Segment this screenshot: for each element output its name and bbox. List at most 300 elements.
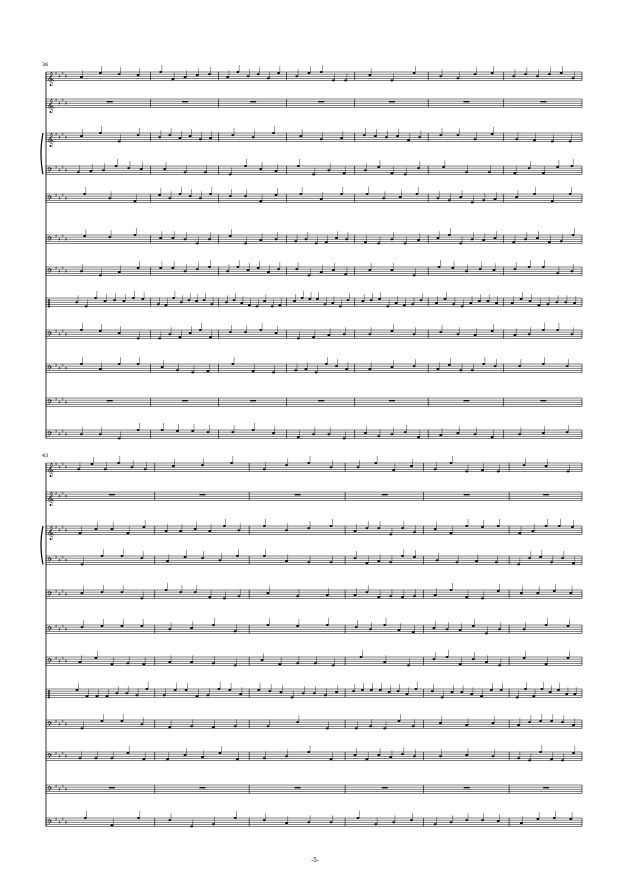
notehead: [455, 561, 458, 563]
notehead: [536, 75, 539, 77]
key-sharp: ♯: [61, 555, 64, 561]
notehead: [518, 433, 521, 435]
notehead: [436, 197, 439, 199]
notehead: [226, 76, 229, 78]
notehead: [434, 594, 437, 596]
notehead: [307, 751, 310, 753]
notehead: [120, 720, 123, 722]
notehead: [401, 596, 404, 598]
key-sharp: ♯: [58, 168, 61, 174]
notehead: [327, 169, 330, 171]
notehead: [325, 363, 328, 365]
notehead: [469, 302, 472, 304]
notehead: [573, 302, 576, 304]
notehead: [79, 757, 82, 759]
notehead: [83, 193, 86, 195]
notehead: [231, 363, 234, 365]
notehead: [275, 194, 278, 196]
staff-8: [46, 682, 582, 698]
notehead: [558, 525, 561, 527]
notehead: [212, 823, 215, 825]
bass-clef: 𝄢: [47, 430, 53, 440]
notehead: [491, 133, 494, 135]
key-sharp: ♯: [55, 624, 58, 630]
notehead: [480, 695, 483, 697]
notehead: [330, 561, 333, 563]
notehead: [259, 168, 262, 170]
notehead: [524, 688, 527, 690]
notehead: [230, 462, 233, 464]
staff-12: [46, 423, 582, 439]
notehead: [208, 266, 211, 268]
notehead: [451, 691, 454, 693]
notehead: [80, 270, 83, 272]
key-sharp: ♯: [64, 659, 68, 665]
notehead: [126, 662, 129, 664]
notehead: [278, 304, 281, 306]
notehead: [343, 172, 346, 174]
notehead: [517, 757, 520, 759]
notehead: [199, 197, 202, 199]
notehead: [550, 561, 553, 563]
notehead: [452, 303, 455, 305]
key-sharp: ♯: [61, 751, 64, 757]
notehead: [368, 269, 371, 271]
key-sharp: ♯: [55, 589, 58, 595]
notehead: [404, 173, 407, 175]
notehead: [236, 71, 239, 73]
notehead: [523, 628, 526, 630]
notehead: [354, 557, 357, 559]
notehead: [561, 557, 564, 559]
notehead: [366, 527, 369, 529]
notehead: [275, 238, 278, 240]
key-sharp: ♯: [58, 135, 61, 141]
notehead: [189, 332, 192, 334]
notehead: [299, 193, 302, 195]
notehead: [374, 823, 377, 825]
bass-clef: 𝄢: [47, 267, 53, 277]
notehead: [383, 727, 386, 729]
notehead: [441, 696, 444, 698]
notehead: [528, 167, 531, 169]
notehead: [326, 727, 329, 729]
notehead: [308, 274, 311, 276]
notehead: [179, 137, 182, 139]
notehead: [357, 817, 360, 819]
notehead: [315, 371, 318, 373]
notehead: [86, 695, 89, 697]
notehead: [497, 525, 500, 527]
notehead: [140, 625, 143, 627]
notehead: [539, 751, 542, 753]
notehead: [433, 627, 436, 629]
notehead: [159, 267, 162, 269]
notehead: [101, 591, 104, 593]
whole-rest: [182, 400, 188, 401]
notehead: [461, 305, 464, 307]
notehead: [272, 432, 275, 434]
notehead: [278, 663, 281, 665]
key-sharp: ♯: [55, 491, 58, 497]
measure-number: 43: [42, 453, 49, 459]
notehead: [448, 364, 451, 366]
notehead: [263, 555, 266, 557]
notehead: [123, 300, 126, 302]
notehead: [446, 628, 449, 630]
notehead: [361, 689, 364, 691]
notehead: [236, 758, 239, 760]
notehead: [75, 301, 78, 303]
treble-clef: 𝄞: [47, 71, 55, 86]
notehead: [442, 166, 445, 168]
key-sharp: ♯: [58, 722, 61, 728]
notehead: [95, 657, 98, 659]
notehead: [413, 556, 416, 558]
key-sharp: ♯: [55, 266, 58, 272]
notehead: [340, 137, 343, 139]
key-sharp: ♯: [61, 98, 64, 104]
notehead: [301, 297, 304, 299]
notehead: [159, 237, 162, 239]
notehead: [572, 752, 575, 754]
notehead: [256, 305, 259, 307]
key-sharp: ♯: [55, 329, 58, 335]
notehead: [572, 77, 575, 79]
notehead: [324, 694, 327, 696]
notehead: [560, 240, 563, 242]
notehead: [553, 590, 556, 592]
notehead: [320, 271, 323, 273]
notehead: [498, 628, 501, 630]
notehead: [99, 433, 102, 435]
notehead: [236, 266, 239, 268]
key-sharp: ♯: [58, 787, 61, 793]
notehead: [492, 269, 495, 271]
notehead: [450, 462, 453, 464]
notehead: [418, 136, 421, 138]
notehead: [168, 197, 171, 199]
notehead: [99, 274, 102, 276]
notehead: [142, 758, 145, 760]
notehead: [382, 197, 385, 199]
notehead: [360, 656, 363, 658]
notehead: [451, 267, 454, 269]
notehead: [179, 591, 182, 593]
notehead: [397, 690, 400, 692]
notehead: [542, 266, 545, 268]
whole-rest: [250, 400, 256, 401]
notehead: [569, 193, 572, 195]
notehead: [361, 300, 364, 302]
notehead: [377, 560, 380, 562]
notehead: [479, 268, 482, 270]
notehead: [234, 725, 237, 727]
notehead: [134, 200, 137, 202]
notehead: [184, 171, 187, 173]
notehead: [391, 238, 394, 240]
staff-10: [46, 745, 582, 761]
notehead: [550, 720, 553, 722]
notehead: [377, 527, 380, 529]
notehead: [196, 74, 199, 76]
notehead: [517, 563, 520, 565]
notehead: [471, 201, 474, 203]
notehead: [285, 822, 288, 824]
notehead: [410, 465, 413, 467]
notehead: [542, 432, 545, 434]
notehead: [436, 368, 439, 370]
notehead: [413, 755, 416, 757]
key-sharp: ♯: [64, 465, 68, 471]
key-sharp: ♯: [58, 74, 61, 80]
notehead: [414, 688, 417, 690]
notehead: [168, 333, 171, 335]
notehead: [137, 337, 140, 339]
notehead: [561, 721, 564, 723]
notehead: [565, 693, 568, 695]
notehead: [158, 194, 161, 196]
bass-clef: 𝄢: [47, 330, 53, 340]
notehead: [297, 337, 300, 339]
notehead: [431, 690, 434, 692]
notehead: [171, 237, 174, 239]
notehead: [472, 625, 475, 627]
notehead: [439, 722, 442, 724]
notehead: [208, 238, 211, 240]
notehead: [332, 664, 335, 666]
notehead: [335, 365, 338, 367]
notehead: [212, 662, 215, 664]
notehead: [459, 629, 462, 631]
notehead: [388, 691, 391, 693]
notehead: [263, 468, 266, 470]
notehead: [140, 723, 143, 725]
notehead: [377, 435, 380, 437]
notehead: [307, 462, 310, 464]
staff-6: [46, 228, 582, 244]
notehead: [528, 333, 531, 335]
notehead: [524, 73, 527, 75]
notehead: [448, 199, 451, 201]
notehead: [187, 299, 190, 301]
notehead: [94, 297, 97, 299]
notehead: [240, 302, 243, 304]
notehead: [229, 173, 232, 175]
notehead: [325, 241, 328, 243]
notehead: [81, 592, 84, 594]
notehead: [331, 302, 334, 304]
notehead: [377, 242, 380, 244]
notehead: [555, 301, 558, 303]
bass-clef: 𝄢: [47, 166, 53, 176]
key-sharp: ♯: [55, 165, 58, 171]
notehead: [327, 334, 330, 336]
notehead: [137, 134, 140, 136]
notehead: [326, 594, 329, 596]
key-sharp: ♯: [64, 196, 68, 202]
notehead: [513, 172, 516, 174]
notehead: [95, 528, 98, 530]
notehead: [180, 301, 183, 303]
notehead: [190, 661, 193, 663]
bass-clef: 𝄢: [47, 752, 53, 762]
notehead: [312, 433, 315, 435]
key-sharp: ♯: [61, 266, 64, 272]
notehead: [267, 592, 270, 594]
notehead: [275, 332, 278, 334]
notehead: [201, 557, 204, 559]
notehead: [497, 590, 500, 592]
whole-rest: [389, 101, 395, 102]
key-sharp: ♯: [55, 784, 58, 790]
notehead: [261, 659, 264, 661]
notehead: [539, 720, 542, 722]
notehead: [223, 525, 226, 527]
notehead: [118, 140, 121, 142]
notehead: [539, 556, 542, 558]
notehead: [302, 692, 305, 694]
notehead: [315, 242, 318, 244]
notehead: [225, 301, 228, 303]
notehead: [194, 591, 197, 593]
notehead: [542, 329, 545, 331]
notehead: [366, 562, 369, 564]
notehead: [91, 463, 94, 465]
notehead: [295, 75, 298, 77]
notehead: [101, 720, 104, 722]
bass-clef: 𝄢: [47, 590, 53, 600]
notehead: [518, 365, 521, 367]
notehead: [140, 557, 143, 559]
notehead: [572, 724, 575, 726]
notehead: [165, 530, 168, 532]
percussion-clef: ‖: [47, 689, 51, 699]
notehead: [551, 140, 554, 142]
notehead: [163, 694, 166, 696]
notehead: [515, 196, 518, 198]
notehead: [434, 823, 437, 825]
whole-rest: [107, 400, 113, 401]
notehead: [294, 369, 297, 371]
notehead: [518, 532, 521, 534]
staff-11: [46, 397, 582, 407]
whole-rest: [250, 101, 256, 102]
notehead: [465, 270, 468, 272]
notehead: [410, 819, 413, 821]
notehead: [536, 818, 539, 820]
bass-clef: 𝄢: [47, 235, 53, 245]
notehead: [567, 657, 570, 659]
notehead: [571, 526, 574, 528]
notehead: [494, 198, 497, 200]
notehead: [403, 304, 406, 306]
notehead: [561, 759, 564, 761]
notehead: [209, 137, 212, 139]
notehead: [80, 363, 83, 365]
notehead: [347, 299, 350, 301]
notehead: [395, 302, 398, 304]
notehead: [330, 821, 333, 823]
notehead: [285, 529, 288, 531]
notehead: [556, 166, 559, 168]
notehead: [460, 691, 463, 693]
notehead: [201, 464, 204, 466]
notehead: [444, 298, 447, 300]
notehead: [176, 430, 179, 432]
notehead: [111, 757, 114, 759]
notehead: [434, 528, 437, 530]
notehead: [132, 297, 135, 299]
notehead: [391, 330, 394, 332]
notehead: [498, 664, 501, 666]
notehead: [161, 366, 164, 368]
notehead: [386, 305, 389, 307]
notehead: [391, 269, 394, 271]
key-sharp: ♯: [61, 719, 64, 725]
bass-clef: 𝄢: [47, 720, 53, 730]
notehead: [316, 298, 319, 300]
notehead: [541, 688, 544, 690]
notehead: [332, 269, 335, 271]
notehead: [190, 725, 193, 727]
staff-2: [46, 491, 582, 505]
key-sharp: ♯: [55, 462, 58, 468]
notehead: [196, 268, 199, 270]
notehead: [481, 597, 484, 599]
notehead: [391, 79, 394, 81]
whole-rest: [382, 787, 388, 788]
notehead: [528, 557, 531, 559]
notehead: [569, 140, 572, 142]
notehead: [411, 303, 414, 305]
notehead: [207, 431, 210, 433]
whole-rest: [295, 787, 301, 788]
notehead: [263, 819, 266, 821]
notehead: [567, 625, 570, 627]
notehead: [111, 824, 114, 826]
staff-10: [46, 357, 582, 373]
notehead: [142, 663, 145, 665]
notehead: [244, 195, 247, 197]
notehead: [355, 727, 358, 729]
notehead: [204, 171, 207, 173]
notehead: [113, 299, 116, 301]
notehead: [352, 690, 355, 692]
notehead: [420, 299, 423, 301]
notehead: [203, 299, 206, 301]
notehead: [179, 336, 182, 338]
notehead: [482, 239, 485, 241]
notehead: [247, 269, 250, 271]
notehead: [364, 241, 367, 243]
notehead: [357, 466, 360, 468]
notehead: [450, 589, 453, 591]
key-sharp: ♯: [64, 135, 68, 141]
notehead: [219, 559, 222, 561]
notehead: [99, 330, 102, 332]
key-sharp: ♯: [64, 754, 68, 760]
notehead: [272, 371, 275, 373]
notehead: [494, 365, 497, 367]
notehead: [391, 366, 394, 368]
notehead: [497, 820, 500, 822]
notehead: [401, 753, 404, 755]
notehead: [196, 695, 199, 697]
notehead: [569, 818, 572, 820]
notehead: [79, 532, 82, 534]
notehead: [368, 368, 371, 370]
